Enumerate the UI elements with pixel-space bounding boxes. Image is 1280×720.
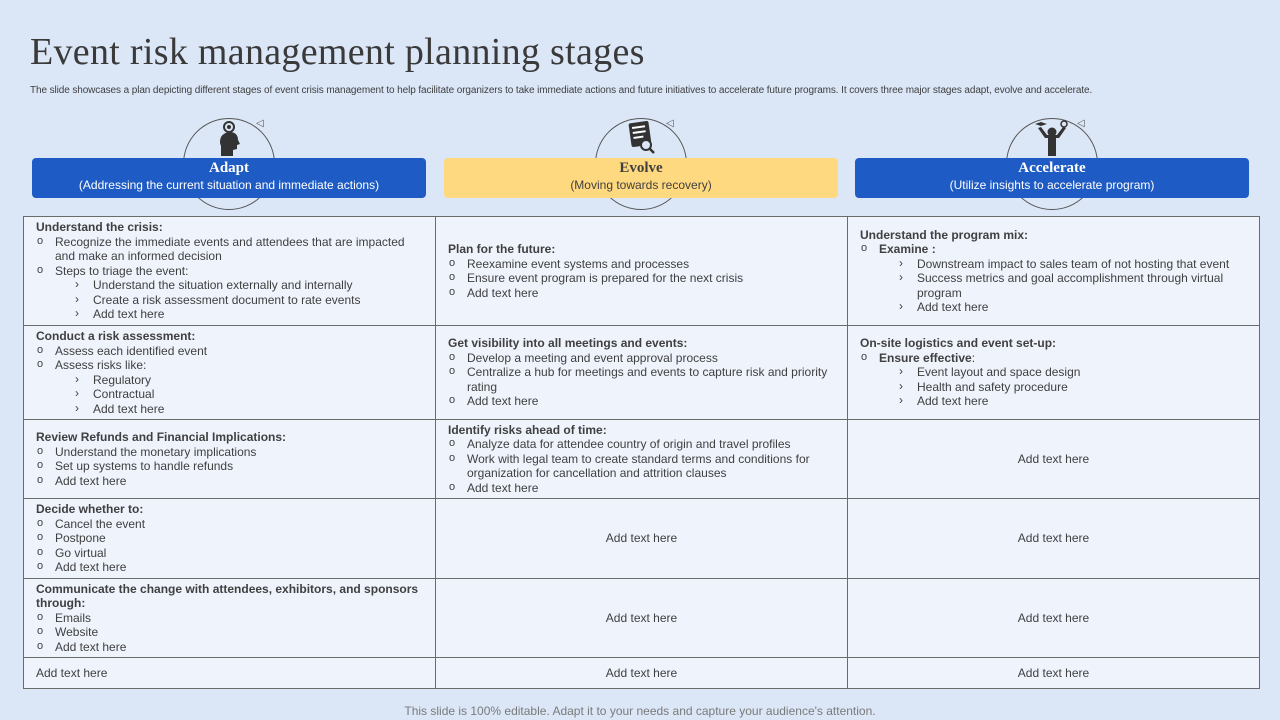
table-row xyxy=(24,499,1260,579)
cell-heading: On-site logistics and event set-up: xyxy=(860,336,1057,351)
list-item: o Develop a meeting and event approval process xyxy=(448,351,835,366)
list-item: o Analyze data for attendee country of origin and travel profiles xyxy=(448,437,835,452)
sub-item: › Success metrics and goal accomplishment through virtual program xyxy=(879,271,1247,300)
stage-accelerate xyxy=(855,118,1249,198)
list-item: o Set up systems to handle refunds xyxy=(36,459,423,474)
list-item: o Add text here xyxy=(36,560,423,575)
bullet-list xyxy=(860,242,1247,315)
bullet-list xyxy=(36,517,423,575)
table-cell-adapt xyxy=(24,579,436,658)
stage-evolve xyxy=(444,118,838,198)
table-cell-evolve xyxy=(436,217,848,326)
planning-table xyxy=(23,216,1260,689)
table-cell-accelerate xyxy=(848,217,1260,326)
sub-item: › Event layout and space design xyxy=(879,365,1247,380)
head-gear-icon xyxy=(209,120,249,156)
sub-list xyxy=(55,373,423,417)
table-cell-accelerate: Add text here xyxy=(848,658,1260,689)
cell-heading: Conduct a risk assessment: xyxy=(36,329,196,343)
sub-item: › Create a risk assessment document to rate events xyxy=(55,293,423,308)
table-row xyxy=(24,420,1260,499)
list-item: o Add text here xyxy=(448,286,835,301)
sub-list xyxy=(55,278,423,322)
table-cell-adapt xyxy=(24,499,436,579)
table-cell-accelerate xyxy=(848,326,1260,420)
table-cell-accelerate: Add text here xyxy=(848,579,1260,658)
bullet-list xyxy=(448,257,835,301)
table-cell-evolve: Add text here xyxy=(436,579,848,658)
stage-name: Adapt xyxy=(208,160,249,176)
sub-item: › Understand the situation externally and internally xyxy=(55,278,423,293)
list-item: o Add text here xyxy=(36,474,423,489)
sub-list xyxy=(879,365,1247,409)
cell-heading: Get visibility into all meetings and events: xyxy=(448,336,688,351)
list-item: o Emails xyxy=(36,611,423,626)
stage-name: Accelerate xyxy=(1018,160,1086,176)
page-subtitle: The slide showcases a plan depicting different stages of event crisis management to help facilitate organizers to take immediate actions and future initiatives to accelerate future programs. It covers three major stages adapt, evolve and accelerate. xyxy=(30,85,1093,96)
table-cell-adapt xyxy=(24,326,436,420)
arrow-icon: ◁ xyxy=(1077,118,1085,129)
bullet-list xyxy=(448,351,835,409)
footer-note: This slide is 100% editable. Adapt it to your needs and capture your audience's attention. xyxy=(404,704,876,718)
list-item-text: Steps to triage the event: xyxy=(55,263,189,278)
list-item-suffix: : xyxy=(971,350,976,365)
list-item: o Add text here xyxy=(36,640,423,655)
sub-item: › Health and safety procedure xyxy=(879,380,1247,395)
list-item: o Centralize a hub for meetings and events to capture risk and priority rating xyxy=(448,365,835,394)
bullet-list xyxy=(448,437,835,495)
arrow-icon: ◁ xyxy=(256,118,264,129)
document-search-icon xyxy=(621,120,661,156)
table-cell-evolve xyxy=(436,326,848,420)
cell-heading: Communicate the change with attendees, exhibitors, and sponsors through: xyxy=(36,581,419,611)
table-cell-adapt xyxy=(24,420,436,499)
sub-item: › Add text here xyxy=(879,300,1247,315)
list-item: o Postpone xyxy=(36,531,423,546)
person-achievement-icon xyxy=(1032,120,1072,156)
list-item: o Go virtual xyxy=(36,546,423,561)
list-item xyxy=(36,358,423,416)
table-row xyxy=(24,579,1260,658)
table-row xyxy=(24,217,1260,326)
stage-description: (Utilize insights to accelerate program) xyxy=(949,178,1155,192)
bullet-list xyxy=(36,344,423,417)
bullet-list xyxy=(36,611,423,655)
table-cell-accelerate: Add text here xyxy=(848,420,1260,499)
table-cell-adapt: Add text here xyxy=(24,658,436,689)
list-item-text: Ensure effective xyxy=(879,350,972,365)
list-item: o Recognize the immediate events and attendees that are impacted and make an informed decision xyxy=(36,235,423,264)
table-cell-evolve xyxy=(436,420,848,499)
list-item: o Ensure event program is prepared for the next crisis xyxy=(448,271,835,286)
table-cell-evolve: Add text here xyxy=(436,499,848,579)
cell-heading: Understand the program mix: xyxy=(860,227,1029,242)
stage-adapt xyxy=(32,118,426,198)
page-title: Event risk management planning stages xyxy=(30,31,645,73)
stage-description: (Moving towards recovery) xyxy=(570,178,712,192)
sub-item: › Downstream impact to sales team of not hosting that event xyxy=(879,257,1247,272)
list-item-text: Examine : xyxy=(879,242,936,256)
table-cell-accelerate: Add text here xyxy=(848,499,1260,579)
cell-heading: Identify risks ahead of time: xyxy=(448,422,607,437)
sub-item: › Add text here xyxy=(55,402,423,417)
cell-heading: Understand the crisis: xyxy=(36,220,163,235)
list-item-text: Assess risks like: xyxy=(55,358,147,372)
sub-item: › Add text here xyxy=(879,394,1247,409)
list-item: o Work with legal team to create standard terms and conditions for organization for cancellation and attrition clauses xyxy=(448,452,835,481)
cell-heading: Review Refunds and Financial Implications: xyxy=(36,430,287,444)
bullet-list xyxy=(36,235,423,322)
list-item xyxy=(860,242,1247,315)
list-item xyxy=(860,351,1247,409)
table-row xyxy=(24,658,1260,689)
list-item: o Reexamine event systems and processes xyxy=(448,257,835,272)
table-row xyxy=(24,326,1260,420)
bullet-list xyxy=(860,351,1247,409)
list-item: o Add text here xyxy=(448,481,835,496)
table-cell-evolve: Add text here xyxy=(436,658,848,689)
stage-name: Evolve xyxy=(619,160,663,176)
arrow-icon: ◁ xyxy=(666,118,674,129)
cell-heading: Plan for the future: xyxy=(448,242,556,256)
sub-item: › Regulatory xyxy=(55,373,423,388)
list-item: o Understand the monetary implications xyxy=(36,445,423,460)
list-item: o Website xyxy=(36,625,423,640)
stage-description: (Addressing the current situation and immediate actions) xyxy=(78,178,380,192)
list-item: o Add text here xyxy=(448,394,835,409)
list-item: o Assess each identified event xyxy=(36,344,423,359)
list-item: o Cancel the event xyxy=(36,517,423,532)
sub-list xyxy=(879,257,1247,315)
bullet-list xyxy=(36,445,423,489)
table-cell-adapt xyxy=(24,217,436,326)
sub-item: › Contractual xyxy=(55,387,423,402)
sub-item: › Add text here xyxy=(55,307,423,322)
list-item xyxy=(36,264,423,322)
cell-heading: Decide whether to: xyxy=(36,502,144,517)
